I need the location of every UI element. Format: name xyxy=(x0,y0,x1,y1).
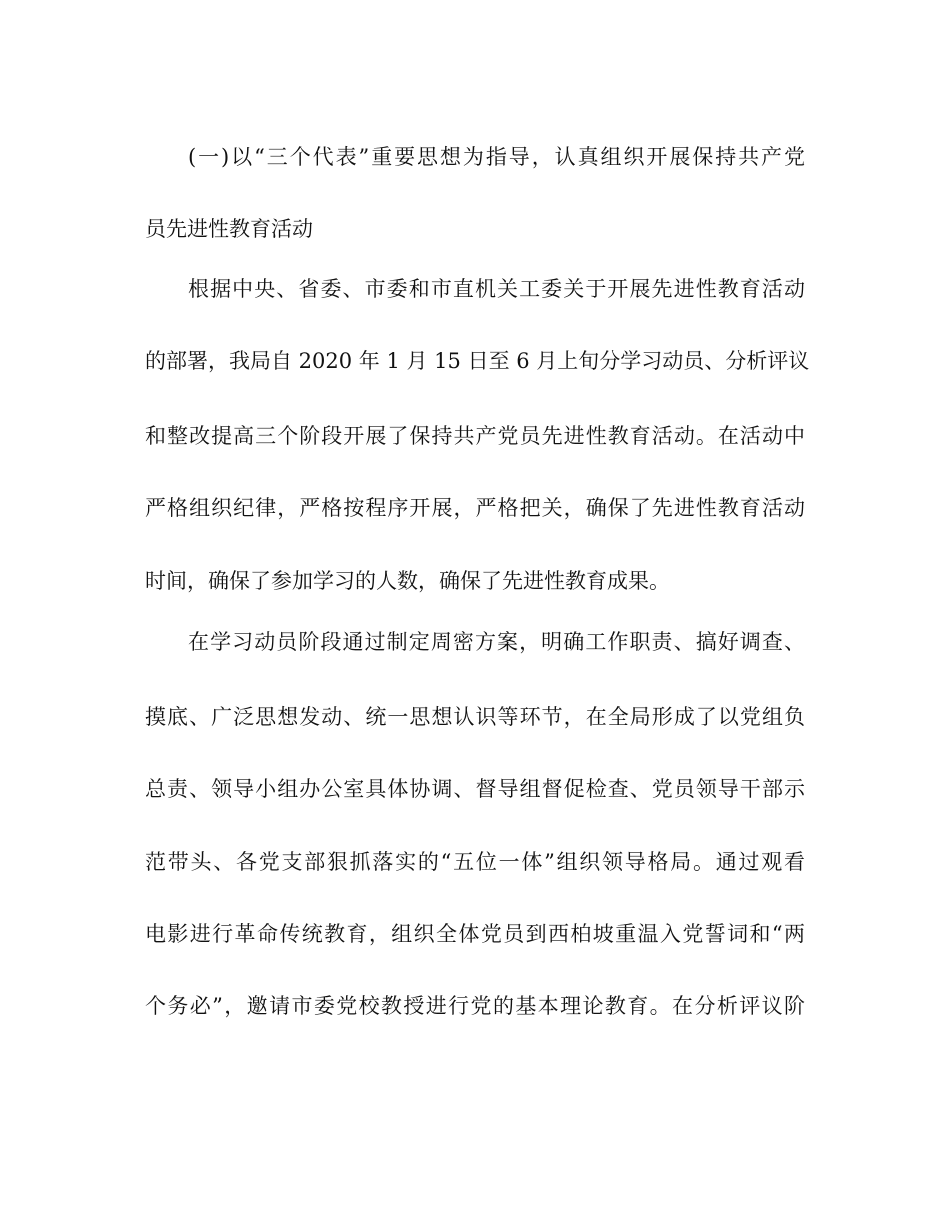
paragraph-1-line-2: 的部署，我局自 2020 年 1 月 15 日至 6 月上旬分学习动员、分析评议 xyxy=(145,349,810,373)
paragraph-1-line-5: 时间，确保了参加学习的人数，确保了先进性教育成果。 xyxy=(145,569,670,593)
section-heading-line-2: 员先进性教育活动 xyxy=(145,217,313,241)
paragraph-1-line-4: 严格组织纪律，严格按程序开展，严格把关，确保了先进性教育活动 xyxy=(145,496,805,520)
paragraph-2-line-6: 个务必”，邀请市委党校教授进行党的基本理论教育。在分析评议阶 xyxy=(145,994,805,1018)
paragraph-1-line-1: 根据中央、省委、市委和市直机关工委关于开展先进性教育活动 xyxy=(188,277,805,301)
paragraph-2-line-3: 总责、领导小组办公室具体协调、督导组督促检查、党员领导干部示 xyxy=(145,777,805,801)
paragraph-1-line-3: 和整改提高三个阶段开展了保持共产党员先进性教育活动。在活动中 xyxy=(145,424,805,448)
paragraph-2-line-1: 在学习动员阶段通过制定周密方案，明确工作职责、搞好调查、 xyxy=(188,630,805,654)
section-heading-line-1: (一)以“三个代表”重要思想为指导，认真组织开展保持共产党 xyxy=(188,145,805,169)
paragraph-2-line-5: 电影进行革命传统教育，组织全体党员到西柏坡重温入党誓词和“两 xyxy=(145,922,805,946)
paragraph-2-line-4: 范带头、各党支部狠抓落实的“五位一体”组织领导格局。通过观看 xyxy=(145,850,805,874)
paragraph-2-line-2: 摸底、广泛思想发动、统一思想认识等环节，在全局形成了以党组负 xyxy=(145,705,805,729)
